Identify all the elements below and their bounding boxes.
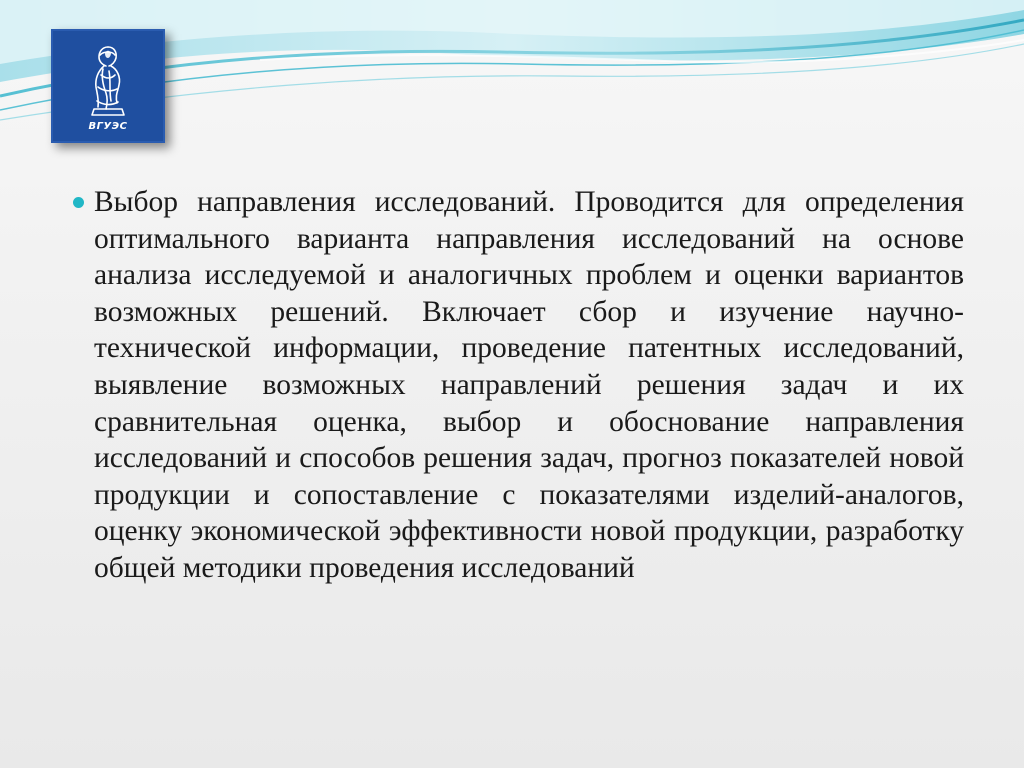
bullet-text: Выбор направления исследований. Проводится для определения оптимального варианта направления исследований на основе анализа исследуемой и аналогичных проблем и оценки вариантов возможных решений. Включает сбор и изучение научно-технической информации, проведение патентных исследований, выявление возможных направлений решения задач и их сравнительная оценка, выбор и обоснование направления исследований и способов решения задач, прогноз показателей новой продукции и сопоставление с показателями изделий-аналогов, оценку экономической эффективности новой продукции, разработку общей методики проведения исследований bbox=[94, 186, 964, 584]
university-logo bbox=[51, 29, 165, 143]
bullet-item bbox=[72, 184, 964, 587]
bullet-dot-icon bbox=[73, 197, 84, 208]
logo-caption: ВГУЭС bbox=[88, 121, 128, 132]
slide-content bbox=[72, 184, 964, 587]
